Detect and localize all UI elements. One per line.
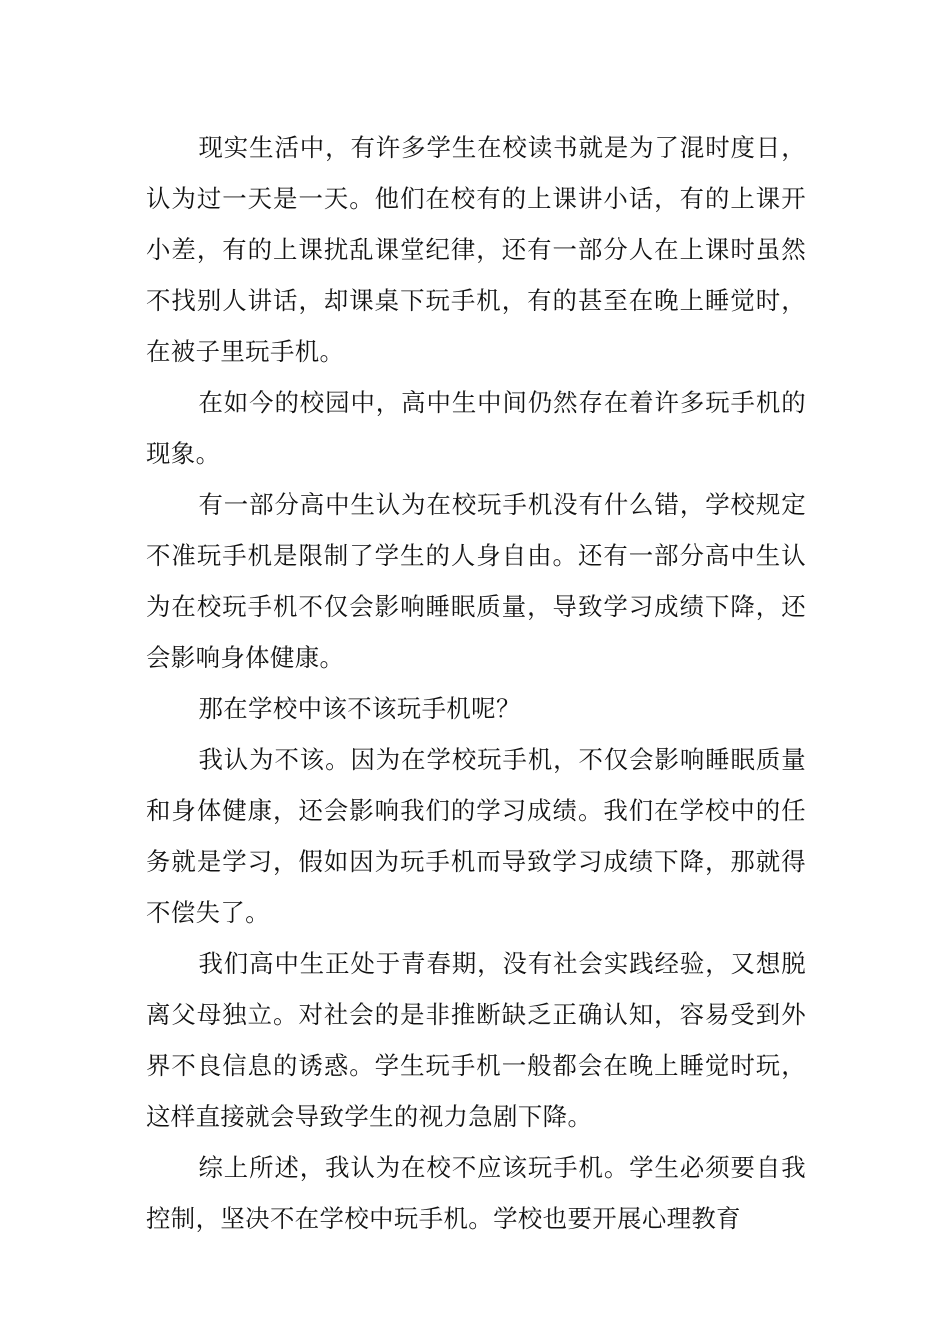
paragraph-2: 在如今的校园中，高中生中间仍然存在着许多玩手机的现象。 xyxy=(146,388,806,468)
paragraph-3: 有一部分高中生认为在校玩手机没有什么错，学校规定不准玩手机是限制了学生的人身自由。还有一部分高中生认为在校玩手机不仅会影响睡眠质量，导致学习成绩下降，还会影响身体健康。 xyxy=(146,490,806,672)
document-body xyxy=(146,122,806,1244)
paragraph-5: 我认为不该。因为在学校玩手机，不仅会影响睡眠质量和身体健康，还会影响我们的学习成绩。我们在学校中的任务就是学习，假如因为玩手机而导致学习成绩下降，那就得不偿失了。 xyxy=(146,745,806,927)
paragraph-4: 那在学校中该不该玩手机呢？ xyxy=(198,694,521,723)
paragraph-7: 综上所述，我认为在校不应该玩手机。学生必须要自我控制，坚决不在学校中玩手机。学校也要开展心理教育 xyxy=(146,1153,806,1233)
paragraph-6: 我们高中生正处于青春期，没有社会实践经验，又想脱离父母独立。对社会的是非推断缺乏正确认知，容易受到外界不良信息的诱惑。学生玩手机一般都会在晚上睡觉时玩，这样直接就会导致学生的视力急剧下降。 xyxy=(146,949,806,1131)
paragraph-1: 现实生活中，有许多学生在校读书就是为了混时度日，认为过一天是一天。他们在校有的上课讲小话，有的上课开小差，有的上课扰乱课堂纪律，还有一部分人在上课时虽然不找别人讲话，却课桌下玩手机，有的甚至在晚上睡觉时，在被子里玩手机。 xyxy=(146,133,806,366)
